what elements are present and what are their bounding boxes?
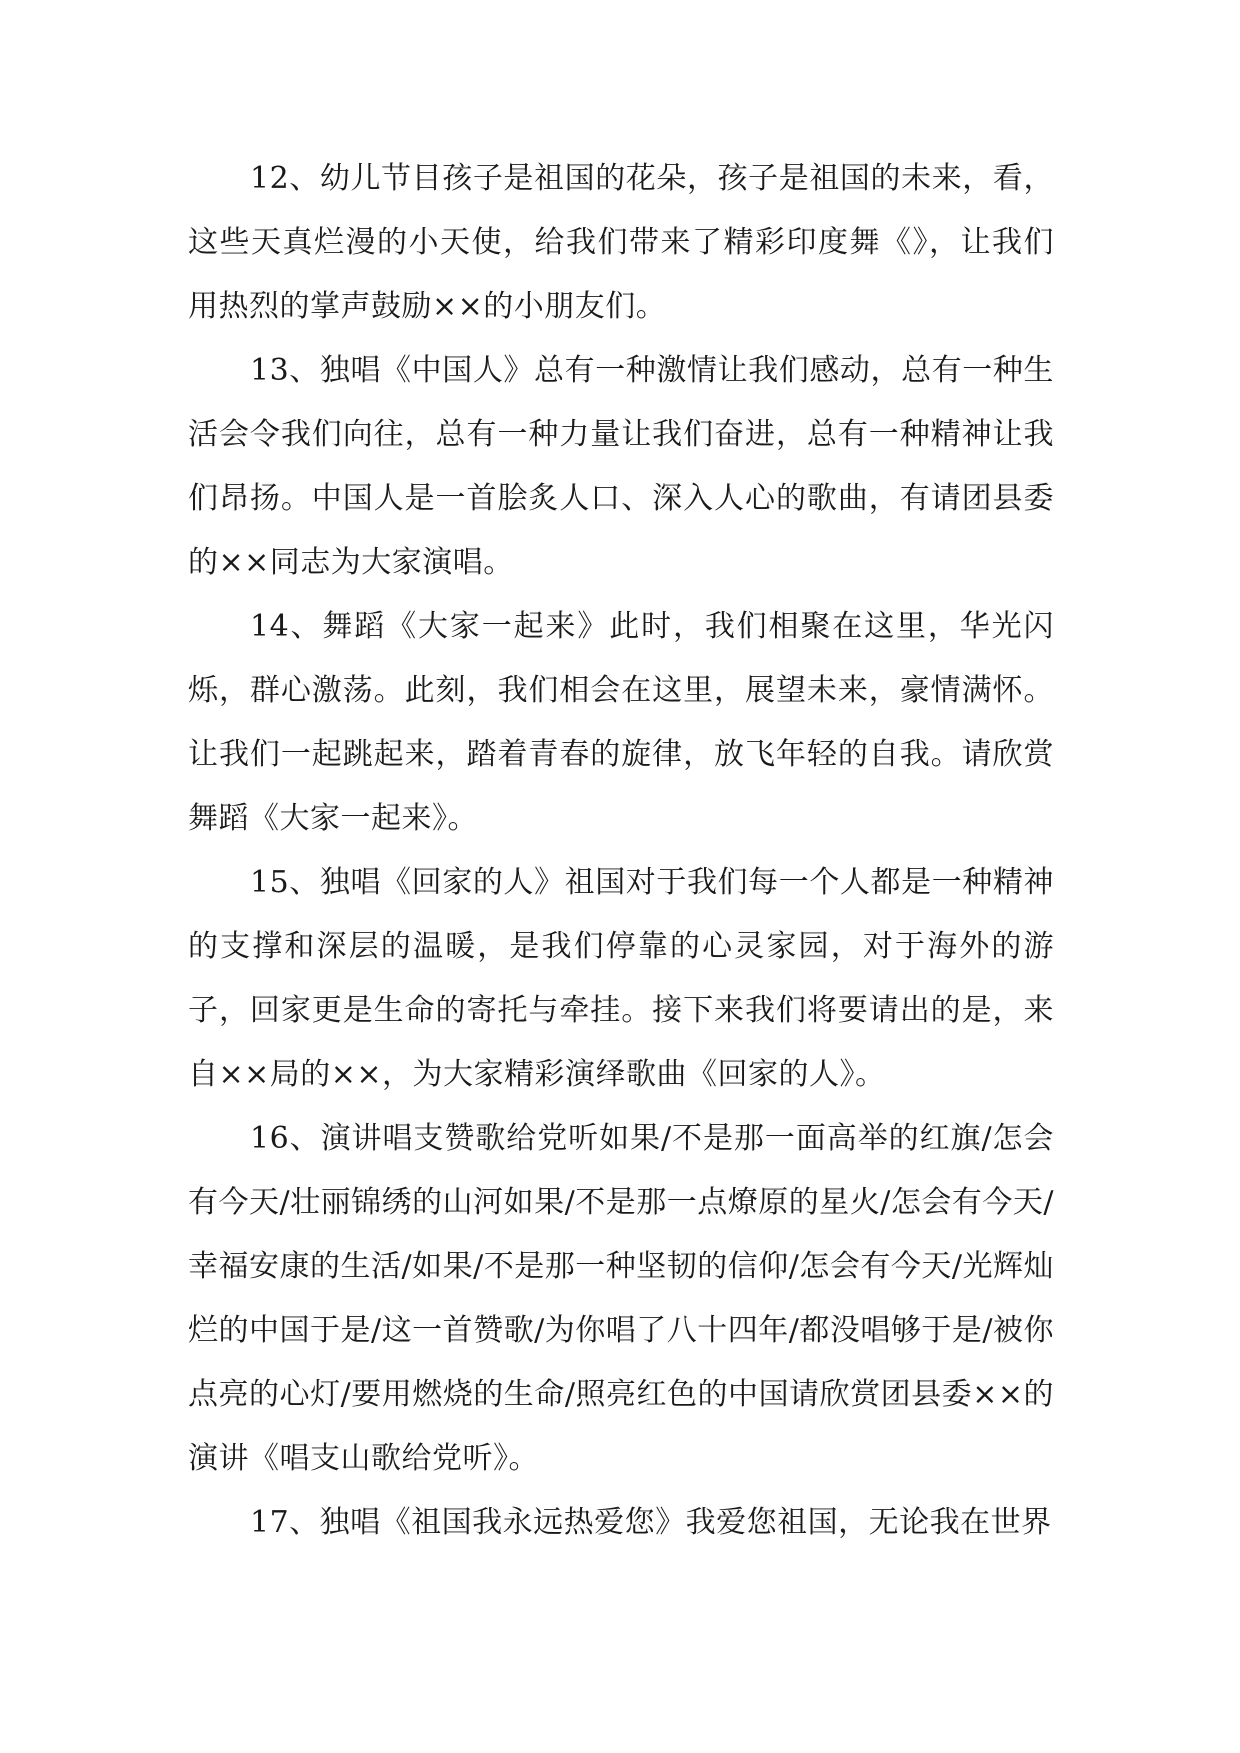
paragraph-14: 14、舞蹈《大家一起来》此时，我们相聚在这里，华光闪烁，群心激荡。此刻，我们相会在这里，展望未来，豪情满怀。让我们一起跳起来，踏着青春的旋律，放飞年轻的自我。请欣赏舞蹈《大家一起来》。 <box>188 609 1054 836</box>
paragraph-17: 17、独唱《祖国我永远热爱您》我爱您祖国，无论我在世界 <box>250 1505 1052 1540</box>
paragraph-16: 16、演讲唱支赞歌给党听如果/不是那一面高举的红旗/怎会有今天/壮丽锦绣的山河如果/不是那一点燎原的星火/怎会有今天/幸福安康的生活/如果/不是那一种坚韧的信仰/怎会有今天/光辉灿烂的中国于是/这一首赞歌/为你唱了八十四年/都没唱够于是/被你点亮的心灯/要用燃烧的生命/照亮红色的中国请欣赏团县委××的演讲《唱支山歌给党听》。 <box>188 1121 1054 1476</box>
paragraph-13: 13、独唱《中国人》总有一种激情让我们感动，总有一种生活会令我们向往，总有一种力量让我们奋进，总有一种精神让我们昂扬。中国人是一首脍炙人口、深入人心的歌曲，有请团县委的××同志为大家演唱。 <box>188 353 1054 580</box>
paragraph-12: 12、幼儿节目孩子是祖国的花朵，孩子是祖国的未来，看，这些天真烂漫的小天使，给我们带来了精彩印度舞《》，让我们用热烈的掌声鼓励××的小朋友们。 <box>188 161 1054 324</box>
document-page <box>188 147 1054 1555</box>
paragraph-15: 15、独唱《回家的人》祖国对于我们每一个人都是一种精神的支撑和深层的温暖，是我们停靠的心灵家园，对于海外的游子，回家更是生命的寄托与牵挂。接下来我们将要请出的是，来自××局的××，为大家精彩演绎歌曲《回家的人》。 <box>188 865 1054 1092</box>
